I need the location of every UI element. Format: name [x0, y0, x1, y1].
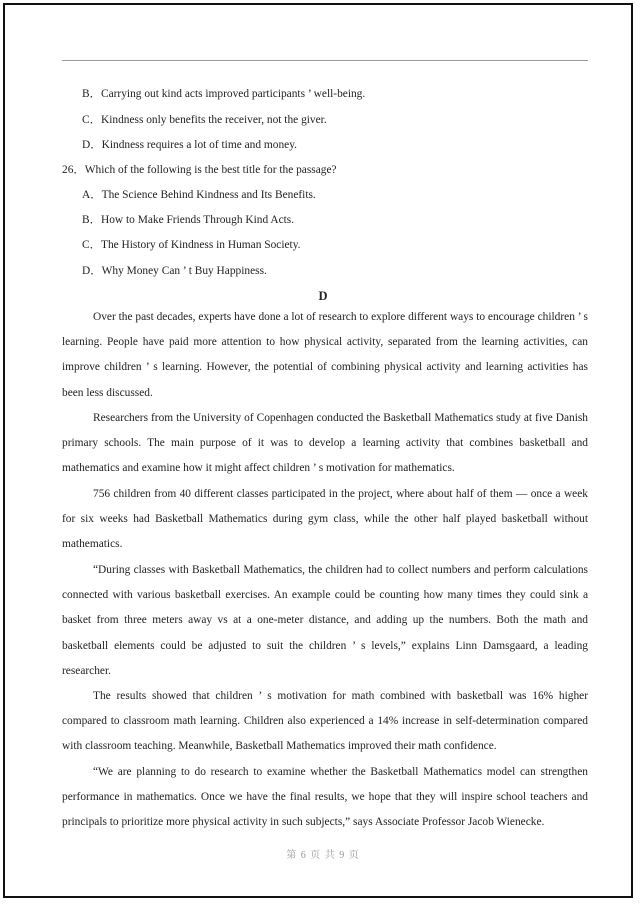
page-footer: 第 6 页 共 9 页 [286, 850, 360, 861]
passage-paragraph-1: Over the past decades, experts have done a lot of research to explore different ways to encourage children ’ s learning. People have paid more attention to how physical activity, separated from the learning activities, can improve children ’ s learning. However, the potential of combining physical activity and learning activities has been less discussed. [62, 311, 588, 399]
passage-title: D [318, 289, 328, 303]
q25-option-d: D．Kindness requires a lot of time and money. [82, 139, 298, 151]
q25-option-b: B．Carrying out kind acts improved participants ’ well-being. [82, 88, 366, 100]
passage-paragraph-3: 756 children from 40 different classes participated in the project, where about half of them — once a week for six weeks had Basketball Mathematics during gym class, while the other half played basketball without mathematics. [62, 488, 588, 551]
exam-page [3, 3, 633, 898]
q26-option-b: B．How to Make Friends Through Kind Acts. [82, 214, 295, 226]
passage-paragraph-6: “We are planning to do research to examine whether the Basketball Mathematics model can strengthen performance in mathematics. Once we have the final results, we hope that they will inspire school teachers and principals to prioritize more physical activity in such subjects,” says Associate Professor Jacob Wienecke. [62, 766, 588, 829]
passage-paragraph-5: The results showed that children ’ s motivation for math combined with basketball was 16% higher compared to classroom math learning. Children also experienced a 14% increase in self-determination compared with classroom teaching. Meanwhile, Basketball Mathematics improved their math confidence. [62, 690, 588, 753]
q26-option-a: A．The Science Behind Kindness and Its Benefits. [82, 189, 316, 201]
q25-option-c: C．Kindness only benefits the receiver, not the giver. [82, 114, 327, 126]
passage-paragraph-2: Researchers from the University of Copenhagen conducted the Basketball Mathematics study at five Danish primary schools. The main purpose of it was to develop a learning activity that combines basketball and mathematics and examine how it might affect children ’ s motivation for mathematics. [62, 412, 588, 475]
q26-option-d: D．Why Money Can ’ t Buy Happiness. [82, 265, 267, 277]
q26-option-c: C．The History of Kindness in Human Society. [82, 239, 301, 251]
passage-paragraph-4: “During classes with Basketball Mathematics, the children had to collect numbers and perform calculations connected with various basketball exercises. An example could be counting how many times they could sink a basket from three meters away vs at a one-meter distance, and adding up the numbers. Both the math and basketball elements could be adjusted to suit the children ’ s levels,” explains Linn Damsgaard, a leading researcher. [62, 564, 588, 677]
q26-question: 26．Which of the following is the best title for the passage? [62, 164, 337, 176]
header-rule [62, 60, 588, 61]
